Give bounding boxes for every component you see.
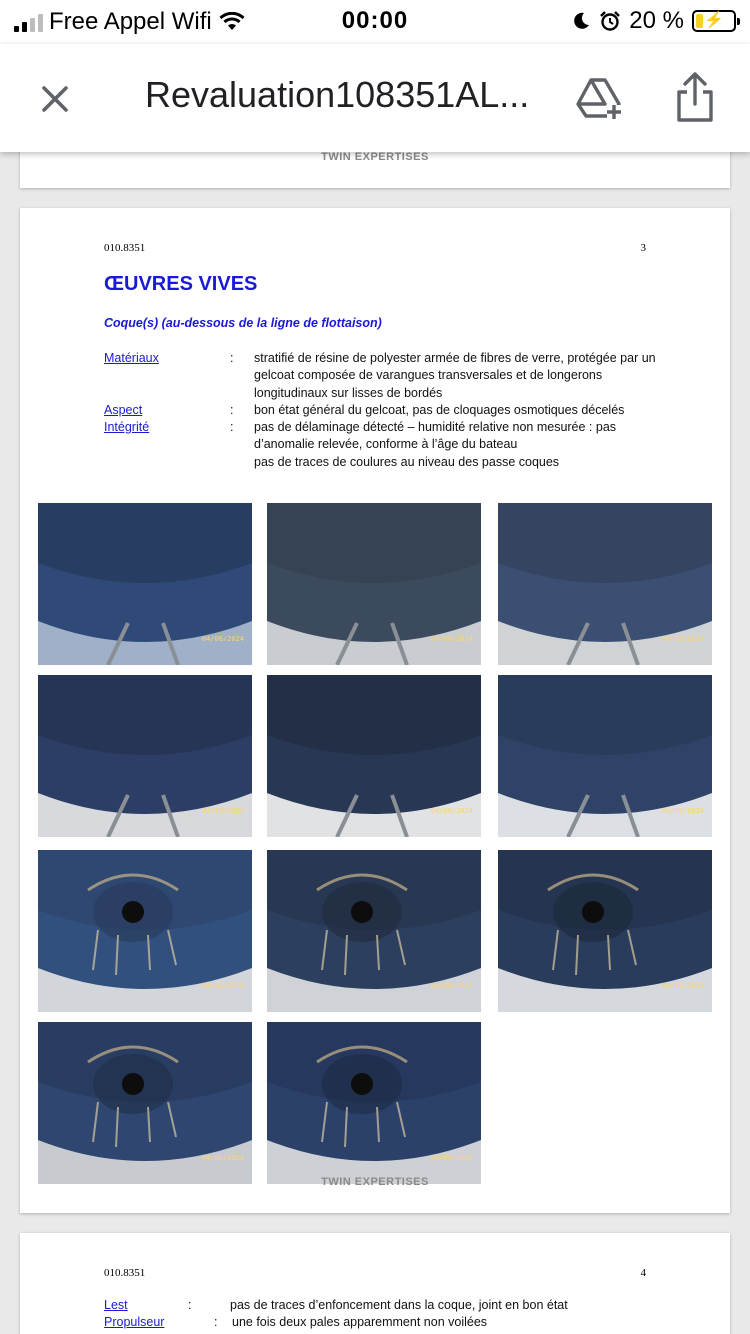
info-key[interactable]: Intégrité <box>104 420 150 434</box>
info-row-aspect <box>104 402 674 420</box>
photo-date-stamp: 04/06/2024 <box>430 1154 473 1162</box>
document-reference: 010.8351 <box>104 1267 146 1279</box>
photo-date-stamp: 04/06/2024 <box>430 807 473 815</box>
share-icon[interactable] <box>672 70 718 126</box>
close-icon[interactable] <box>32 76 78 122</box>
document-title: Revaluation108351AL... <box>145 74 530 115</box>
hull-photo <box>267 850 481 1012</box>
info-row-materiaux <box>104 350 674 402</box>
photo-date-stamp: 04/06/2024 <box>201 1154 244 1162</box>
info-value: une fois deux pales apparemment non voilées <box>232 1315 488 1329</box>
info-row-integrite <box>104 419 674 455</box>
info-value: pas de traces de coulures au niveau des passe coques <box>254 455 560 469</box>
info-separator: : <box>230 403 234 417</box>
page-footer: TWIN EXPERTISES <box>321 1176 429 1188</box>
info-key[interactable]: Matériaux <box>104 351 159 365</box>
info-separator: : <box>230 420 234 434</box>
photo-date-stamp: 04/06/2024 <box>430 982 473 990</box>
info-row-continued <box>104 454 674 472</box>
page-footer: TWIN EXPERTISES <box>321 152 429 163</box>
photo-date-stamp: 04/06/2024 <box>661 635 704 643</box>
photo-date-stamp: 04/06/2024 <box>201 635 244 643</box>
info-separator: : <box>230 351 234 365</box>
hull-photo <box>498 850 712 1012</box>
photo-date-stamp: 04/06/2024 <box>201 807 244 815</box>
clock: 00:00 <box>341 7 409 34</box>
info-value: stratifié de résine de polyester armée de fibres de verre, protégée par un gelcoat composée de varangues transversales et de longerons longitudinaux sur lisses de bordés <box>254 351 656 400</box>
info-key[interactable]: Lest <box>104 1298 128 1312</box>
section-subheading: Coque(s) (au-dessous de la ligne de flottaison) <box>104 316 382 330</box>
page-number: 4 <box>640 1267 646 1279</box>
page-number: 3 <box>640 242 646 254</box>
info-value: pas de traces d’enfoncement dans la coque, joint en bon état <box>230 1298 568 1312</box>
hull-photo <box>267 675 481 837</box>
info-key[interactable]: Aspect <box>104 403 143 417</box>
info-separator: : <box>188 1298 192 1312</box>
info-row-lest <box>104 1297 674 1315</box>
hull-photo <box>267 1022 481 1184</box>
app-bar <box>0 44 750 152</box>
hull-photo <box>498 675 712 837</box>
photo-date-stamp: 04/06/2024 <box>430 635 473 643</box>
hull-photo <box>38 850 252 1012</box>
battery-icon: ⚡ <box>692 10 736 32</box>
document-reference: 010.8351 <box>104 242 146 254</box>
status-bar <box>0 0 750 44</box>
moon-icon <box>571 11 591 31</box>
info-key[interactable]: Propulseur <box>104 1315 165 1329</box>
alarm-icon <box>599 10 621 32</box>
section-heading: ŒUVRES VIVES <box>104 273 258 295</box>
hull-photo <box>38 503 252 665</box>
page-3 <box>20 208 730 1213</box>
document-viewer[interactable] <box>0 152 750 1334</box>
add-to-drive-icon[interactable] <box>574 74 624 124</box>
info-row-propulseur <box>104 1314 674 1332</box>
page-4 <box>20 1233 730 1334</box>
info-value: bon état général du gelcoat, pas de cloquages osmotiques décelés <box>254 403 625 417</box>
hull-photo <box>267 503 481 665</box>
photo-date-stamp: 04/06/2024 <box>661 807 704 815</box>
page-2-bottom <box>20 152 730 188</box>
photo-date-stamp: 04/06/2024 <box>201 982 244 990</box>
hull-photo <box>38 675 252 837</box>
photo-date-stamp: 04/06/2024 <box>661 982 704 990</box>
info-separator: : <box>214 1315 218 1329</box>
info-value: pas de délaminage détecté – humidité relative non mesurée : pas d’anomalie relevée, conforme à l’âge du bateau <box>254 420 617 452</box>
battery-percent: 20 % <box>629 7 684 34</box>
hull-photo <box>498 503 712 665</box>
carrier-label: Free Appel Wifi <box>49 8 212 35</box>
status-right <box>571 7 736 35</box>
hull-photo <box>38 1022 252 1184</box>
